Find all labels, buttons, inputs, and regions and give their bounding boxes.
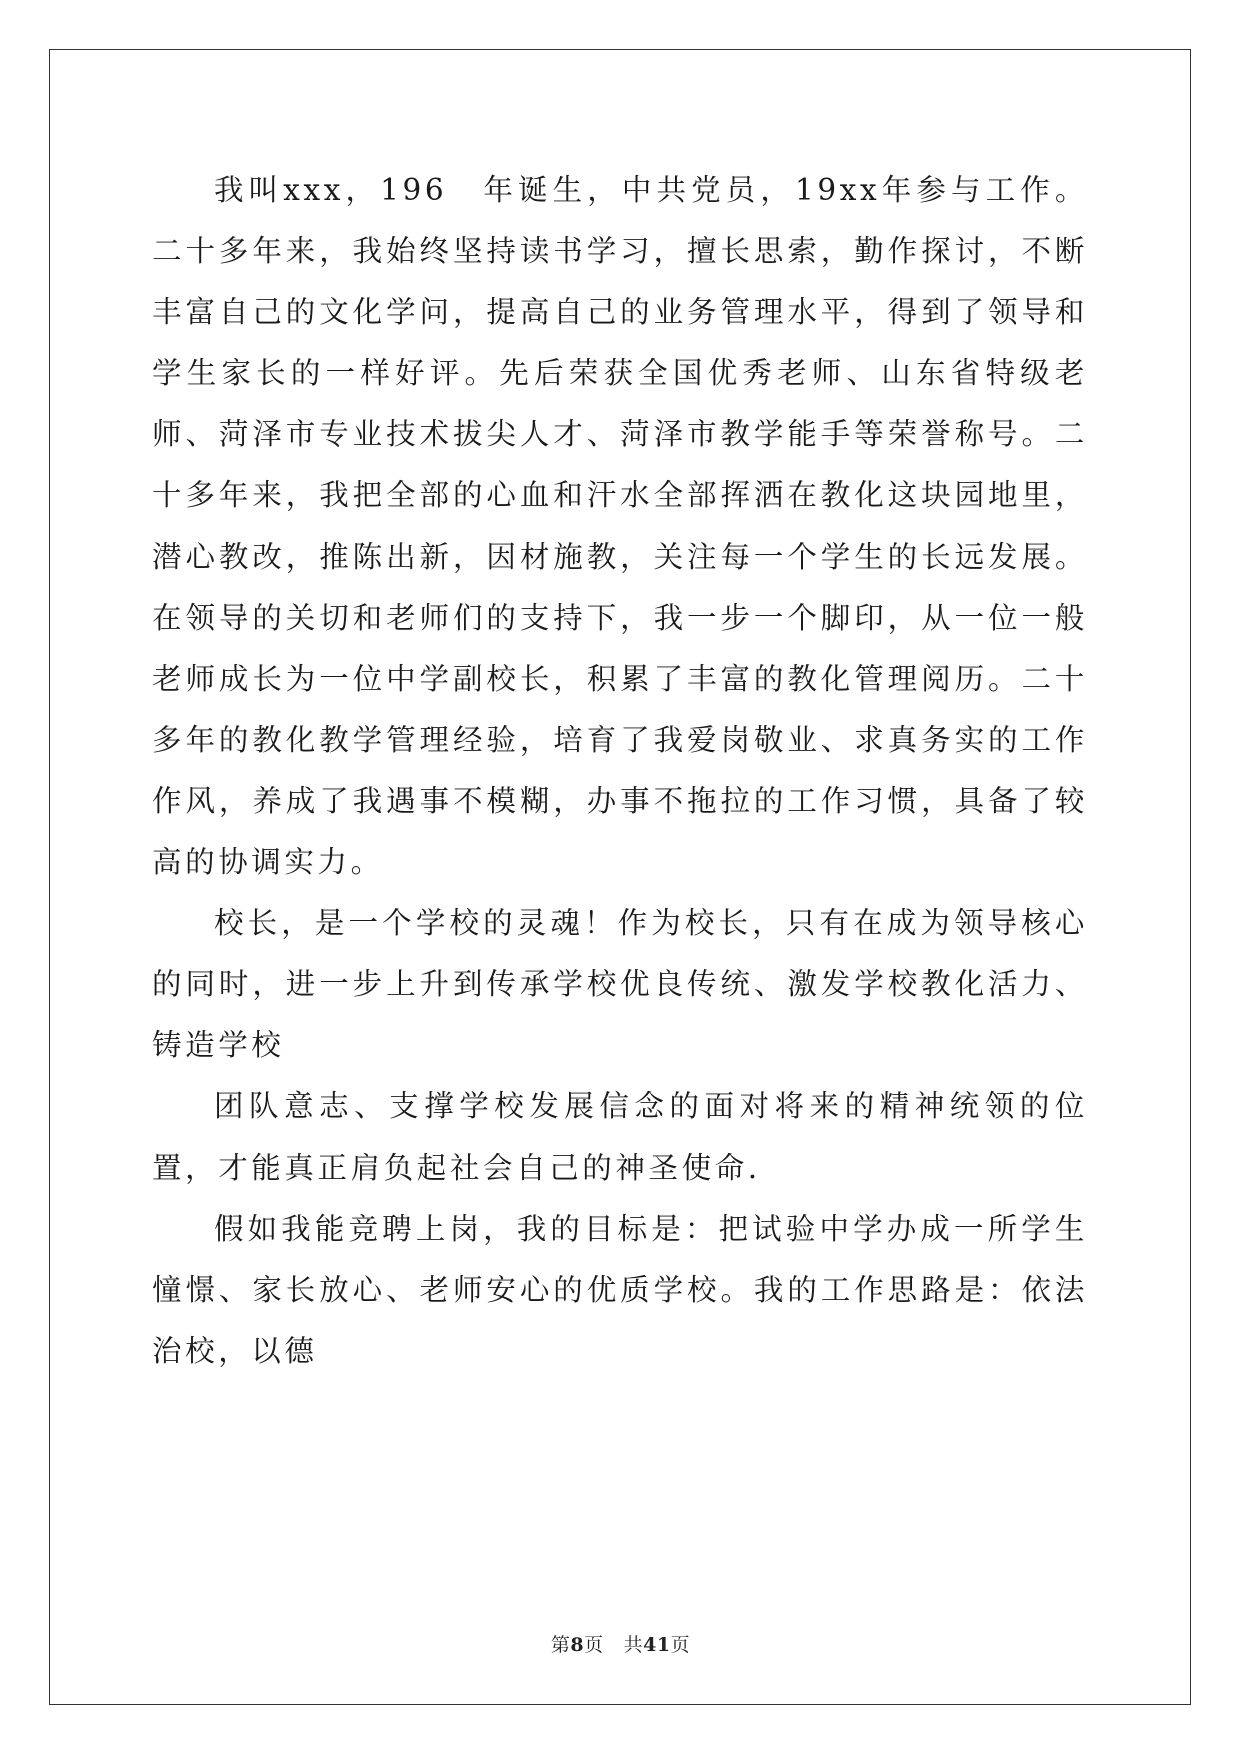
total-suffix: 页 — [670, 1634, 691, 1656]
paragraph-1: 我叫xxx，196 年诞生，中共党员，19xx年参与工作。二十多年来，我始终坚持读书学习，擅长思索，勤作探讨，不断丰富自己的文化学问，提高自己的业务管理水平，得到了领导和学生家长的一样好评。先后荣获全国优秀老师、山东省特级老师、菏泽市专业技术拔尖人才、菏泽市教学能手等荣誉称号。二十多年来，我把全部的心血和汗水全部挥洒在教化这块园地里，潜心教改，推陈出新，因材施教，关注每一个学生的长远发展。在领导的关切和老师们的支持下，我一步一个脚印，从一位一般老师成长为一位中学副校长，积累了丰富的教化管理阅历。二十多年的教化教学管理经验，培育了我爱岗敬业、求真务实的工作作风，养成了我遇事不模糊，办事不拖拉的工作习惯，具备了较高的协调实力。 — [152, 173, 1088, 880]
paragraph-4: 假如我能竞聘上岗，我的目标是：把试验中学办成一所学生憧憬、家长放心、老师安心的优质学校。我的工作思路是：依法治校，以德 — [152, 1211, 1088, 1368]
page-suffix: 页 — [584, 1634, 604, 1656]
total-pages: 41 — [643, 1634, 671, 1656]
paragraph-3: 团队意志、支撑学校发展信念的面对将来的精神统领的位置，才能真正肩负起社会自己的神圣使命. — [152, 1089, 1088, 1185]
paragraph-2: 校长，是一个学校的灵魂！作为校长，只有在成为领导核心的同时，进一步上升到传承学校优良传统、激发学校教化活力、铸造学校 — [152, 906, 1088, 1063]
page-footer — [0, 1630, 1241, 1657]
total-prefix: 共 — [623, 1634, 644, 1656]
page-prefix: 第 — [550, 1634, 571, 1656]
document-body — [152, 160, 1088, 1382]
page-number: 8 — [570, 1634, 585, 1656]
